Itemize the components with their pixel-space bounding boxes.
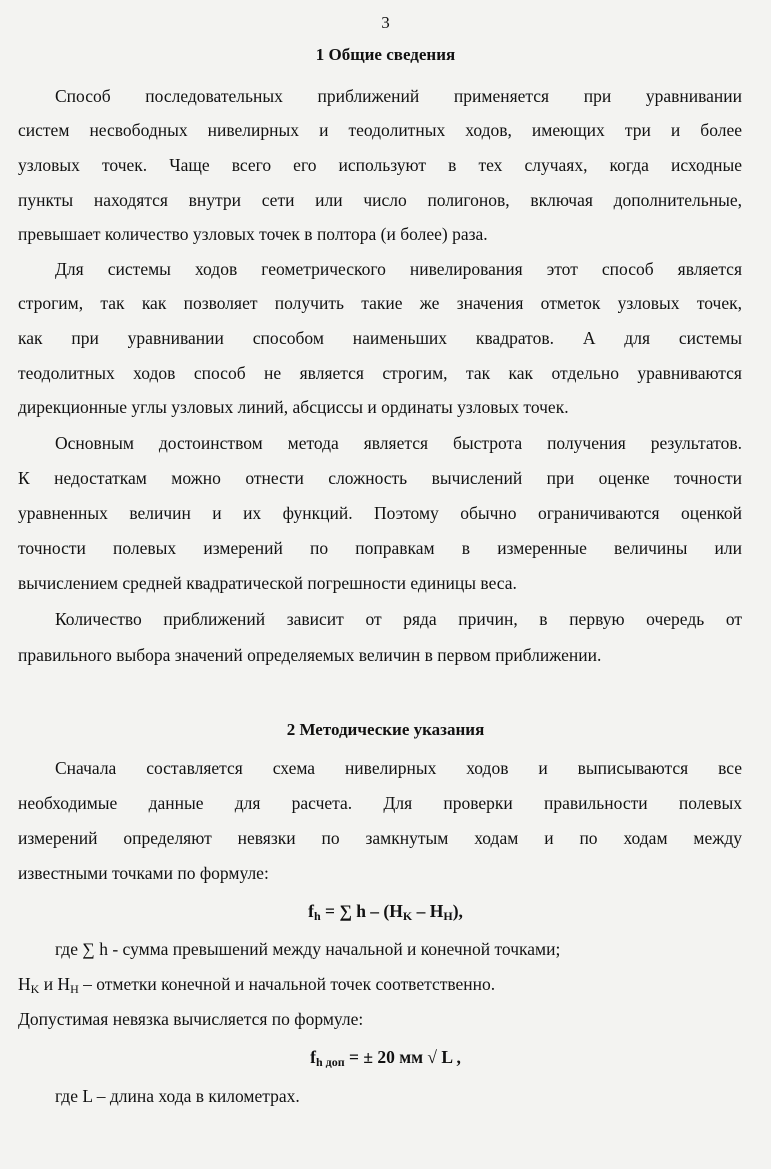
paragraph-line: как при уравнивании способом наименьших квадратов. А для системы <box>18 328 742 348</box>
paragraph-line: К недостаткам можно отнести сложность вычислений при оценке точности <box>18 468 742 488</box>
page-number: 3 <box>381 13 390 32</box>
section-2-title: 2 Методические указания <box>286 720 485 739</box>
misclosure-formula: $f_h$ = ∑ h – $(H_K - H_H)$, <box>308 901 463 923</box>
paragraph-line: превышает количество узловых точек в полтора (и более) раза. <box>18 224 488 244</box>
paragraph-line: Для системы ходов геометрического нивелирования этот способ является <box>55 259 742 279</box>
formula-explanation: где ∑ h - сумма превышений между начальной и конечной точками; <box>55 939 561 959</box>
paragraph-line: дирекционные углы узловых линий, абсциссы и ординаты узловых точек. <box>18 397 569 417</box>
formula-explanation: где L – длина хода в километрах. <box>55 1086 300 1106</box>
paragraph-line: пункты находятся внутри сети или число полигонов, включая дополнительные, <box>18 190 742 210</box>
paragraph-line: узловых точек. Чаще всего его используют в тех случаях, когда исходные <box>18 155 742 175</box>
paragraph-line: уравненных величин и их функций. Поэтому обычно ограничиваются оценкой <box>18 503 742 523</box>
paragraph-line: Основным достоинством метода является быстрота получения результатов. <box>55 433 742 453</box>
paragraph-line: необходимые данные для расчета. Для проверки правильности полевых <box>18 793 742 813</box>
section-1-title: 1 Общие сведения <box>315 45 456 64</box>
paragraph-line: известными точками по формуле: <box>18 863 269 883</box>
allowed-misclosure-formula: $f_{h доп}$ = ± 20 мм √ L , <box>310 1047 461 1069</box>
paragraph-line: точности полевых измерений по поправкам в измеренные величины или <box>18 538 742 558</box>
paragraph-line: Количество приближений зависит от ряда причин, в первую очередь от <box>55 609 742 629</box>
formula-explanation: $H_K$ и $H_H$ – отметки конечной и начальной точек соответственно. <box>18 974 496 996</box>
paragraph-line: правильного выбора значений определяемых величин в первом приближении. <box>18 645 602 665</box>
allowed-misclosure-intro: Допустимая невязка вычисляется по формуле: <box>18 1009 364 1029</box>
paragraph-line: Сначала составляется схема нивелирных ходов и выписываются все <box>55 758 742 778</box>
paragraph-line: теодолитных ходов способ не является строгим, так как отдельно уравниваются <box>18 363 742 383</box>
paragraph-line: систем несвободных нивелирных и теодолитных ходов, имеющих три и более <box>18 120 742 140</box>
paragraph-line: строгим, так как позволяет получить такие же значения отметок узловых точек, <box>18 293 742 313</box>
paragraph-line: вычислением средней квадратической погрешности единицы веса. <box>18 573 517 593</box>
paragraph-line: измерений определяют невязки по замкнутым ходам и по ходам между <box>18 828 742 848</box>
paragraph-line: Способ последовательных приближений применяется при уравнивании <box>55 86 742 106</box>
